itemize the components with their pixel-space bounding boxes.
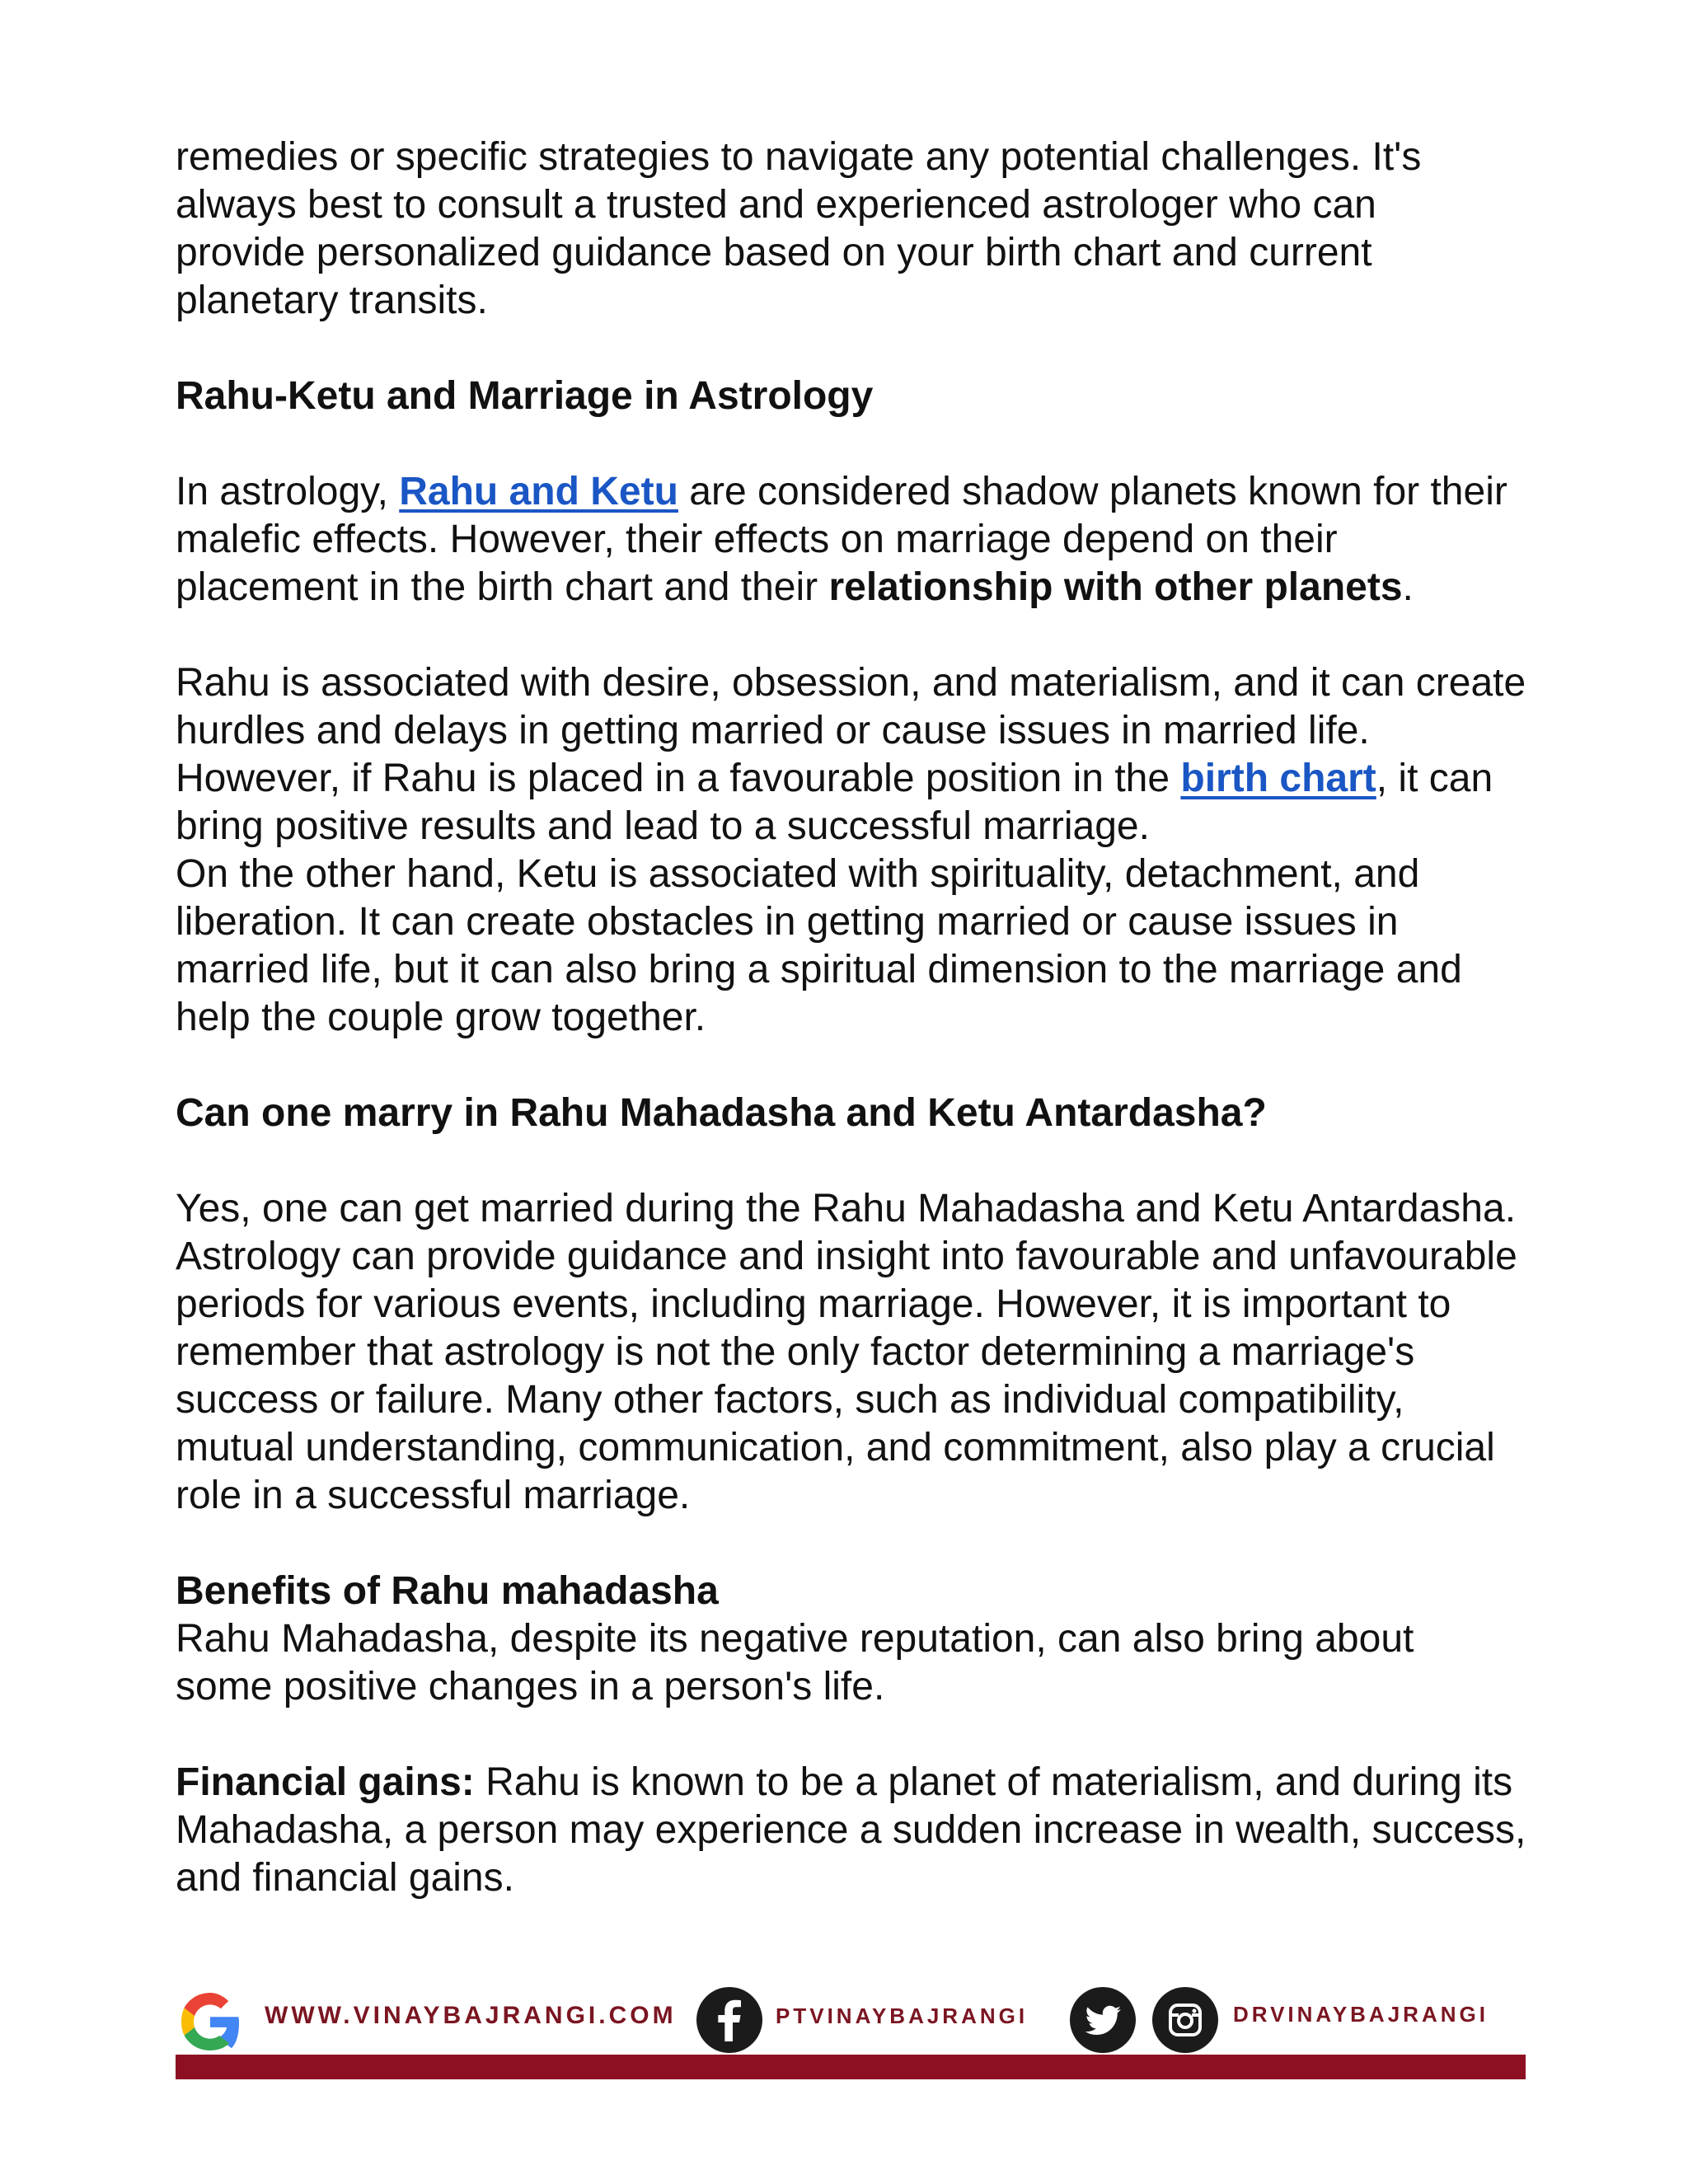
article-body [176, 134, 1527, 1902]
footer-banner [176, 1982, 1526, 2079]
paragraph-rahu-desire [176, 659, 1527, 851]
p2-bold: relationship with other planets [828, 565, 1403, 609]
heading-marry-rahu-ketu: Can one marry in Rahu Mahadasha and Ketu Antardasha? [176, 1091, 1267, 1135]
heading-benefits: Benefits of Rahu mahadasha [176, 1569, 719, 1613]
paragraph-benefits-intro: Rahu Mahadasha, despite its negative reputation, can also bring about some positive changes in a person's life. [176, 1617, 1414, 1708]
google-g-icon [176, 1987, 245, 2056]
paragraph-financial-gains [176, 1759, 1527, 1902]
footer-social-handle[interactable]: DRVINAYBAJRANGI [1233, 2002, 1489, 2027]
link-birth-chart[interactable]: birth chart [1180, 757, 1376, 800]
p7-rest: Rahu is known to be a planet of materialism, and during its Mahadasha, a person may experience a sudden increase in wealth, success, and financial gains. [176, 1760, 1526, 1900]
instagram-icon[interactable] [1152, 1987, 1218, 2053]
p3-post: , it can bring positive results and lead to a successful marriage. [176, 757, 1493, 848]
p2-post: . [1402, 565, 1414, 609]
p2-pre: In astrology, [176, 470, 400, 513]
footer-website[interactable]: WWW.VINAYBAJRANGI.COM [265, 2002, 677, 2029]
link-rahu-and-ketu[interactable]: Rahu and Ketu [399, 470, 678, 513]
p3-pre: Rahu is associated with desire, obsession, and materialism, and it can create hurdles and delays in getting married or cause issues in married life. However, if Rahu is placed in a favourable position in the [176, 661, 1526, 800]
twitter-bird-icon[interactable] [1070, 1987, 1136, 2053]
paragraph-yes-one-can: Yes, one can get married during the Rahu Mahadasha and Ketu Antardasha. Astrology can provide guidance and insight into favourable and unfavourable periods for various events, including marriage. However, it is important to remember that astrology is not the only factor determining a marriage's success or failure. Many other factors, such as individual compatibility, mutual understanding, communication, and commitment, also play a crucial role in a successful marriage. [176, 1187, 1517, 1517]
p2-mid: are considered shadow planets known for their malefic effects. However, their effects on marriage depend on their placement in the birth chart and their [176, 470, 1507, 609]
heading-rahu-ketu-marriage: Rahu-Ketu and Marriage in Astrology [176, 374, 874, 418]
paragraph-shadow-planets [176, 468, 1511, 612]
p7-bold: Financial gains: [176, 1760, 475, 1804]
paragraph-ketu-spirituality: On the other hand, Ketu is associated with spirituality, detachment, and liberation. It can create obstacles in getting married or cause issues in married life, but it can also bring a spiritual dimension to the marriage and help the couple grow together. [176, 852, 1462, 1039]
footer-facebook-handle[interactable]: PTVINAYBAJRANGI [776, 2004, 1029, 2028]
facebook-icon[interactable] [696, 1987, 762, 2053]
footer-color-bar [176, 2055, 1526, 2079]
paragraph-remedies: remedies or specific strategies to navigate any potential challenges. It's always best to consult a trusted and experienced astrologer who can provide personalized guidance based on your birth chart and current planetary transits. [176, 135, 1422, 322]
